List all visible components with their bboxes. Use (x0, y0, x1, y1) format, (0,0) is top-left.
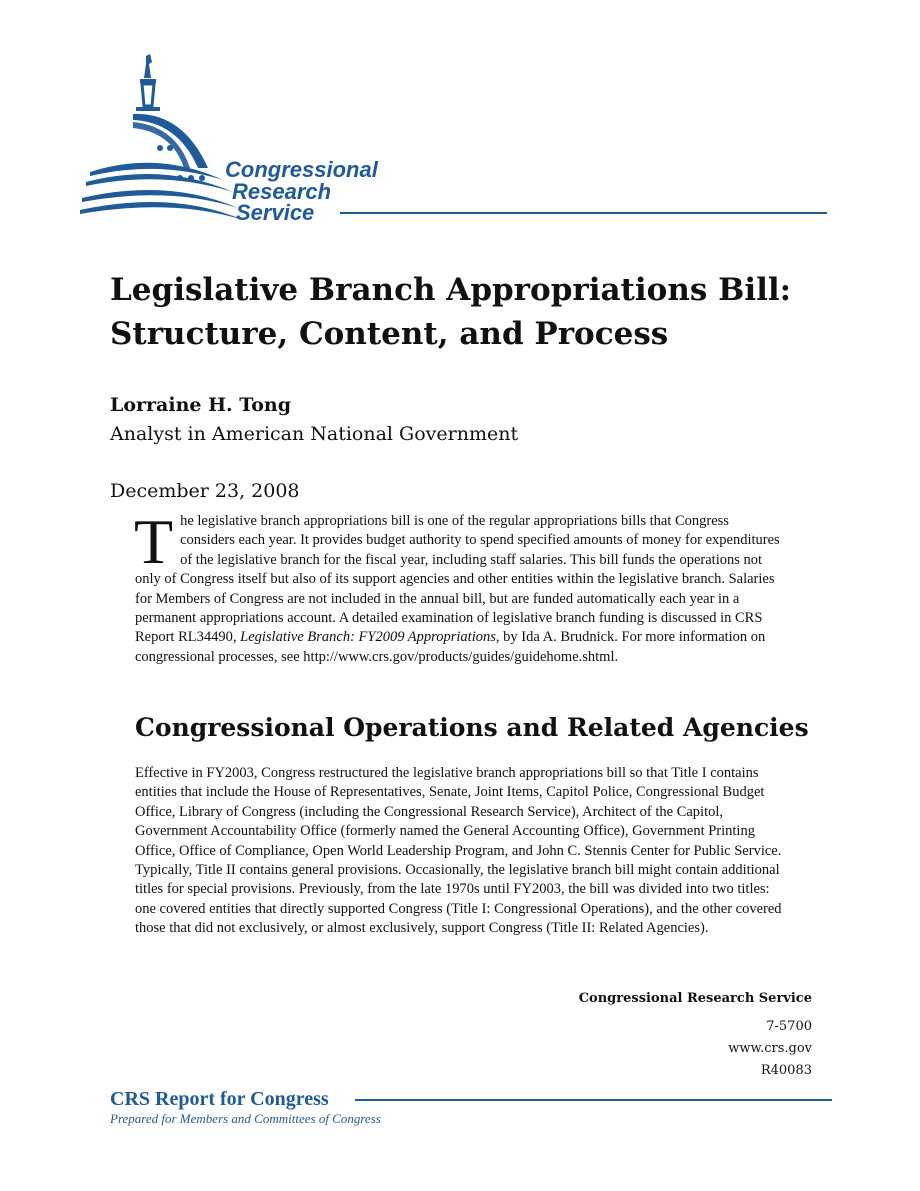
brand-line-service: Service (236, 200, 315, 225)
brand-line-research: Research (232, 179, 332, 204)
brand-line-congressional: Congressional (225, 157, 378, 182)
info-number: 7-5700 (766, 1019, 812, 1034)
info-report-id: R40083 (760, 1063, 812, 1078)
report-date: December 23, 2008 (110, 480, 300, 502)
header-rule (340, 212, 827, 214)
footer-rule (355, 1099, 832, 1101)
intro-paragraph (134, 506, 787, 667)
footer-subtitle: Prepared for Members and Committees of Congress (110, 1111, 381, 1126)
author-title: Analyst in American National Government (110, 423, 519, 445)
intro-cited-report: Legislative Branch: FY2009 Appropriations (240, 629, 496, 646)
drop-cap: T (134, 506, 174, 577)
info-website: www.crs.gov (728, 1041, 812, 1056)
intro-text-1: he legislative branch appropriations bill is one of the regular appropriations bills that Congress considers each year. It provides budget authority to spend specified amounts of money for expenditures of the legislative branch for the fiscal year, including staff salaries. This bill funds the operations not only of Congress itself but also of its support agencies and other entities within the legislative branch. Salaries for Members of Congress are not included in the annual bill, but are funded automatically each year in a permanent appropriations account. A detailed examination of legislative branch funding is discussed in CRS Report RL34490, (135, 513, 780, 646)
section-heading: Congressional Operations and Related Agencies (135, 713, 809, 742)
section-paragraph: Effective in FY2003, Congress restructured the legislative branch appropriations bill so that Title I contains entities that include the House of Representatives, Senate, Joint Items, Capitol Police, Congressional Budget Office, Library of Congress (including the Congressional Research Service), Architect of the Capitol, Government Accountability Office (formerly named the General Accounting Office), Government Printing Office, Office of Compliance, Open World Leadership Program, and John C. Stennis Center for Public Service. Typically, Title II contains general provisions. Occasionally, the legislative branch bill might contain additional titles for special provisions. Previously, from the late 1970s until FY2003, the bill was divided into two titles: one covered entities that directly supported Congress (Title I: Congressional Operations), and the other covered those that did not exclusively, or almost exclusively, support Congress (Title II: Related Agencies). (135, 765, 782, 937)
footer-title: CRS Report for Congress (110, 1088, 329, 1110)
info-organization: Congressional Research Service (578, 991, 812, 1006)
intro-text-2: , by Ida A. Brudnick. For more information on congressional processes, see http://www.crs.gov/products/guides/guidehome.shtml. (135, 629, 766, 665)
report-title: Legislative Branch Appropriations Bill: Structure, Content, and Process (110, 272, 792, 352)
author-name: Lorraine H. Tong (110, 394, 292, 416)
